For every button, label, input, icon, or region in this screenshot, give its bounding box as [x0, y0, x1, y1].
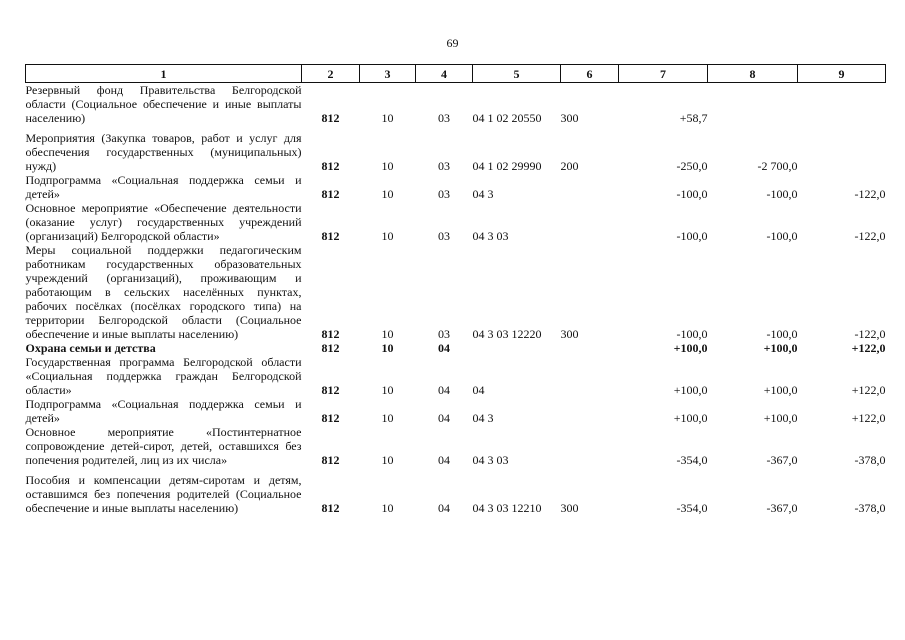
cell-c5: 04 3 [472, 187, 494, 201]
cell-c9: +122,0 [851, 383, 886, 397]
cell-c4: 03 [438, 159, 450, 173]
row-name: Основное мероприятие «Постинтернатное сопровождение детей-сирот, детей, оставшихся без попечения родителей, лиц из их числа» [25, 425, 302, 467]
cell-c7: +100,0 [673, 341, 708, 355]
cell-c7: -354,0 [676, 501, 708, 515]
cell-c7: +100,0 [673, 383, 708, 397]
budget-table [25, 64, 886, 515]
cell-c7: -250,0 [676, 159, 708, 173]
row-name: Пособия и компенсации детям-сиротам и детям, оставшимся без попечения родителей (Социальное обеспечение и иные выплаты населению) [25, 473, 302, 515]
cell-c2: 812 [321, 111, 340, 125]
cell-c3: 10 [381, 159, 394, 173]
cell-c4: 03 [438, 187, 450, 201]
cell-c2: 812 [321, 453, 340, 467]
cell-c7: -100,0 [676, 327, 708, 341]
cell-c3: 10 [381, 111, 394, 125]
cell-c8: +100,0 [763, 341, 798, 355]
cell-c6: 300 [560, 111, 579, 125]
cell-c9: -378,0 [854, 501, 886, 515]
cell-c5: 04 3 03 [472, 229, 509, 243]
cell-c6: 300 [560, 501, 579, 515]
table-row [26, 201, 886, 243]
cell-c3: 10 [381, 187, 394, 201]
cell-c6 [561, 397, 619, 425]
cell-c3: 10 [381, 327, 394, 341]
cell-c8: +100,0 [763, 411, 798, 425]
row-name: Охрана семьи и детства [25, 341, 156, 355]
cell-c9: -122,0 [854, 327, 886, 341]
cell-c2: 812 [321, 501, 340, 515]
cell-c4: 04 [438, 501, 450, 515]
col-header-9: 9 [798, 65, 886, 83]
cell-c4: 04 [438, 341, 450, 355]
cell-c4: 03 [438, 327, 450, 341]
row-name: Основное мероприятие «Обеспечение деятельности (оказание услуг) государственных учреждений (организаций) Белгородской области» [25, 201, 302, 243]
cell-c8: -2 700,0 [757, 159, 798, 173]
cell-c5: 04 3 [472, 411, 494, 425]
cell-c3: 10 [381, 229, 394, 243]
cell-c9: -122,0 [854, 229, 886, 243]
cell-c8: -100,0 [766, 187, 798, 201]
cell-c8: -100,0 [766, 229, 798, 243]
page-number: 69 [446, 36, 459, 50]
row-name: Меры социальной поддержки педагогическим работникам государственных образовательных учреждений (организаций), проживающим и работающим в сельских населённых пунктах, рабочих посёлках (посёлках городского типа) на территории Белгородской области (Социальное обеспечение и иные выплаты населению) [25, 243, 302, 341]
cell-c4: 03 [438, 229, 450, 243]
table-row [26, 173, 886, 201]
cell-c3: 10 [381, 383, 394, 397]
cell-c5: 04 3 03 [472, 453, 509, 467]
col-header-1: 1 [26, 65, 302, 83]
cell-c6 [561, 341, 619, 355]
cell-c8: -100,0 [766, 327, 798, 341]
cell-c9: -122,0 [854, 187, 886, 201]
cell-c5: 04 3 03 12210 [472, 501, 542, 515]
cell-c5: 04 1 02 29990 [472, 159, 542, 173]
cell-c9: +122,0 [851, 411, 886, 425]
cell-c4: 04 [438, 411, 450, 425]
row-name: Государственная программа Белгородской области «Социальная поддержка граждан Белгородской области» [25, 355, 302, 397]
cell-c3: 10 [381, 341, 394, 355]
table-row [26, 83, 886, 126]
cell-c4: 03 [438, 111, 450, 125]
cell-c7: +100,0 [673, 411, 708, 425]
cell-c9: -378,0 [854, 453, 886, 467]
cell-c9 [798, 83, 886, 126]
cell-c6 [561, 355, 619, 397]
table-row [26, 125, 886, 173]
cell-c8: -367,0 [766, 501, 798, 515]
cell-c5: 04 1 02 20550 [472, 111, 542, 125]
cell-c2: 812 [321, 229, 340, 243]
cell-c2: 812 [321, 383, 340, 397]
cell-c8 [708, 83, 798, 126]
table-row [26, 341, 886, 355]
cell-c7: -100,0 [676, 187, 708, 201]
cell-c9: +122,0 [851, 341, 886, 355]
table-row [26, 355, 886, 397]
cell-c6 [561, 201, 619, 243]
col-header-6: 6 [561, 65, 619, 83]
row-name: Резервный фонд Правительства Белгородской области (Социальное обеспечение и иные выплаты населению) [25, 83, 302, 125]
cell-c5 [473, 341, 561, 355]
cell-c2: 812 [321, 327, 340, 341]
table-row [26, 467, 886, 515]
col-header-7: 7 [619, 65, 708, 83]
row-name: Подпрограмма «Социальная поддержка семьи и детей» [25, 397, 302, 425]
table-row [26, 243, 886, 341]
table-header-row [26, 65, 886, 83]
cell-c7: +58,7 [679, 111, 708, 125]
cell-c3: 10 [381, 501, 394, 515]
cell-c4: 04 [438, 453, 450, 467]
cell-c6 [561, 425, 619, 467]
cell-c7: -100,0 [676, 229, 708, 243]
cell-c8: -367,0 [766, 453, 798, 467]
cell-c3: 10 [381, 453, 394, 467]
cell-c6: 200 [560, 159, 579, 173]
cell-c5: 04 3 03 12220 [472, 327, 542, 341]
cell-c6 [561, 173, 619, 201]
col-header-8: 8 [708, 65, 798, 83]
row-name: Подпрограмма «Социальная поддержка семьи и детей» [25, 173, 302, 201]
cell-c7: -354,0 [676, 453, 708, 467]
cell-c2: 812 [321, 411, 340, 425]
cell-c4: 04 [438, 383, 450, 397]
cell-c2: 812 [321, 341, 340, 355]
cell-c3: 10 [381, 411, 394, 425]
col-header-4: 4 [416, 65, 473, 83]
col-header-2: 2 [302, 65, 360, 83]
cell-c9 [798, 125, 886, 173]
cell-c2: 812 [321, 159, 340, 173]
cell-c6: 300 [560, 327, 579, 341]
table-row [26, 397, 886, 425]
col-header-5: 5 [473, 65, 561, 83]
table-row [26, 425, 886, 467]
cell-c5: 04 [472, 383, 485, 397]
row-name: Мероприятия (Закупка товаров, работ и услуг для обеспечения государственных (муниципальных) нужд) [25, 131, 302, 173]
col-header-3: 3 [360, 65, 416, 83]
cell-c8: +100,0 [763, 383, 798, 397]
cell-c2: 812 [321, 187, 340, 201]
